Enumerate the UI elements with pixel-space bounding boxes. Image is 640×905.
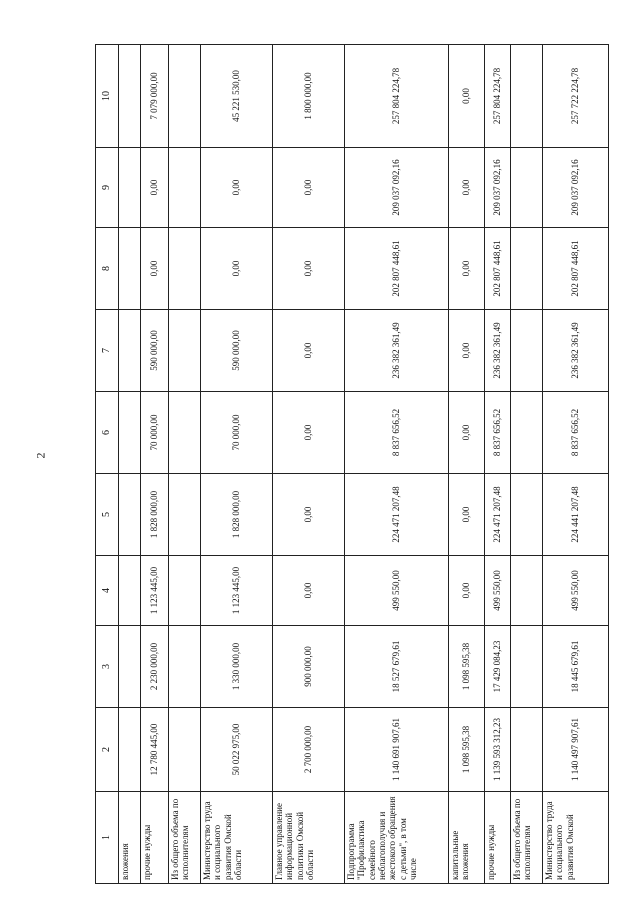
table-cell: 1 828 000,00 bbox=[141, 474, 169, 556]
table-cell: 1 140 497 907,61 bbox=[543, 708, 609, 792]
table-cell bbox=[169, 45, 201, 148]
table-cell: 0,00 bbox=[201, 148, 273, 228]
column-header: 3 bbox=[96, 626, 119, 708]
table-cell bbox=[119, 148, 141, 228]
table-cell bbox=[169, 310, 201, 392]
column-header: 1 bbox=[96, 792, 119, 884]
table-cell: 18 527 679,61 bbox=[345, 626, 449, 708]
table-cell bbox=[511, 148, 543, 228]
column-header: 5 bbox=[96, 474, 119, 556]
table-cell: 7 079 000,00 bbox=[141, 45, 169, 148]
table-cell: 0,00 bbox=[141, 228, 169, 310]
table-header-row bbox=[96, 45, 119, 884]
row-label: Подпрограмма "Профилактика семейного неблагополучия и жестокого обращения с детьми", в том числе bbox=[345, 792, 449, 884]
table-cell: 0,00 bbox=[449, 474, 485, 556]
table-cell: 2 700 000,00 bbox=[273, 708, 345, 792]
column-header: 4 bbox=[96, 556, 119, 626]
table-cell bbox=[511, 474, 543, 556]
row-label: прочие нужды bbox=[141, 792, 169, 884]
table-cell: 1 800 000,00 bbox=[273, 45, 345, 148]
table-row bbox=[449, 45, 485, 884]
table-cell: 499 550,00 bbox=[543, 556, 609, 626]
table-cell: 0,00 bbox=[449, 148, 485, 228]
table-cell: 224 441 207,48 bbox=[543, 474, 609, 556]
table-cell bbox=[119, 556, 141, 626]
row-label: Из общего объема по исполнителям bbox=[169, 792, 201, 884]
column-header: 8 bbox=[96, 228, 119, 310]
table-cell: 8 837 656,52 bbox=[543, 392, 609, 474]
table-cell bbox=[119, 310, 141, 392]
table-cell: 0,00 bbox=[273, 474, 345, 556]
table-row bbox=[485, 45, 511, 884]
column-header: 10 bbox=[96, 45, 119, 148]
table-cell: 1 139 593 312,23 bbox=[485, 708, 511, 792]
table-cell: 50 022 975,00 bbox=[201, 708, 273, 792]
table-cell: 1 828 000,00 bbox=[201, 474, 273, 556]
table-cell: 70 000,00 bbox=[141, 392, 169, 474]
table-row bbox=[169, 45, 201, 884]
table-cell: 499 550,00 bbox=[345, 556, 449, 626]
table-cell bbox=[119, 708, 141, 792]
table-cell bbox=[511, 626, 543, 708]
table-cell: 0,00 bbox=[449, 228, 485, 310]
table-cell: 0,00 bbox=[449, 310, 485, 392]
row-label: капитальные вложения bbox=[449, 792, 485, 884]
table-cell bbox=[119, 474, 141, 556]
table-cell: 224 471 207,48 bbox=[345, 474, 449, 556]
column-header: 2 bbox=[96, 708, 119, 792]
table-cell: 202 807 448,61 bbox=[485, 228, 511, 310]
table-cell: 257 722 224,78 bbox=[543, 45, 609, 148]
column-header: 9 bbox=[96, 148, 119, 228]
table-cell: 499 550,00 bbox=[485, 556, 511, 626]
table-cell bbox=[169, 228, 201, 310]
table-cell: 0,00 bbox=[273, 310, 345, 392]
table-cell: 12 780 445,00 bbox=[141, 708, 169, 792]
row-label: вложения bbox=[119, 792, 141, 884]
row-label: Министерство труда и социального развития Омской bbox=[543, 792, 609, 884]
table-cell: 0,00 bbox=[449, 45, 485, 148]
table-cell: 1 330 000,00 bbox=[201, 626, 273, 708]
table-cell: 45 221 530,00 bbox=[201, 45, 273, 148]
table-cell: 1 140 691 907,61 bbox=[345, 708, 449, 792]
table-cell: 17 429 084,23 bbox=[485, 626, 511, 708]
table-cell bbox=[119, 392, 141, 474]
table-cell: 8 837 656,52 bbox=[485, 392, 511, 474]
table-cell: 224 471 207,48 bbox=[485, 474, 511, 556]
table-cell: 590 000,00 bbox=[201, 310, 273, 392]
table-row bbox=[201, 45, 273, 884]
table-cell: 8 837 656,52 bbox=[345, 392, 449, 474]
table-cell bbox=[511, 228, 543, 310]
row-label: Главное управление информационной политики Омской области bbox=[273, 792, 345, 884]
table-cell: 0,00 bbox=[273, 556, 345, 626]
budget-table bbox=[95, 44, 609, 884]
table-cell: 590 000,00 bbox=[141, 310, 169, 392]
table-cell: 0,00 bbox=[201, 228, 273, 310]
table-cell: 1 123 445,00 bbox=[201, 556, 273, 626]
table-row bbox=[119, 45, 141, 884]
table-row bbox=[511, 45, 543, 884]
budget-table-wrapper bbox=[95, 65, 585, 884]
column-header: 7 bbox=[96, 310, 119, 392]
table-cell bbox=[169, 556, 201, 626]
row-label: прочие нужды bbox=[485, 792, 511, 884]
table-cell bbox=[511, 556, 543, 626]
table-cell bbox=[511, 45, 543, 148]
table-cell: 0,00 bbox=[449, 556, 485, 626]
table-cell bbox=[169, 392, 201, 474]
table-cell: 1 123 445,00 bbox=[141, 556, 169, 626]
table-cell: 236 382 361,49 bbox=[345, 310, 449, 392]
table-cell: 202 807 448,61 bbox=[543, 228, 609, 310]
table-cell bbox=[119, 228, 141, 310]
table-cell bbox=[169, 148, 201, 228]
row-label: Министерство труда и социального развития Омской области bbox=[201, 792, 273, 884]
table-cell: 209 037 092,16 bbox=[345, 148, 449, 228]
table-cell: 236 382 361,49 bbox=[543, 310, 609, 392]
table-cell bbox=[119, 45, 141, 148]
table-cell: 209 037 092,16 bbox=[543, 148, 609, 228]
table-cell: 1 098 595,38 bbox=[449, 626, 485, 708]
table-cell: 0,00 bbox=[141, 148, 169, 228]
table-cell: 900 000,00 bbox=[273, 626, 345, 708]
row-label: Из общего объема по исполнителям bbox=[511, 792, 543, 884]
table-cell: 0,00 bbox=[273, 148, 345, 228]
table-cell bbox=[169, 708, 201, 792]
table-cell bbox=[511, 708, 543, 792]
table-cell: 2 230 000,00 bbox=[141, 626, 169, 708]
table-row bbox=[543, 45, 609, 884]
column-header: 6 bbox=[96, 392, 119, 474]
table-cell: 236 382 361,49 bbox=[485, 310, 511, 392]
table-cell: 0,00 bbox=[449, 392, 485, 474]
table-row bbox=[273, 45, 345, 884]
table-cell: 1 098 595,38 bbox=[449, 708, 485, 792]
table-cell: 18 445 679,61 bbox=[543, 626, 609, 708]
table-cell bbox=[511, 310, 543, 392]
table-cell bbox=[119, 626, 141, 708]
table-cell bbox=[169, 626, 201, 708]
table-cell: 209 037 092,16 bbox=[485, 148, 511, 228]
table-cell: 257 804 224,78 bbox=[345, 45, 449, 148]
page-number: 2 bbox=[33, 452, 48, 459]
table-cell bbox=[511, 392, 543, 474]
table-cell: 257 804 224,78 bbox=[485, 45, 511, 148]
table-cell: 70 000,00 bbox=[201, 392, 273, 474]
table-cell: 0,00 bbox=[273, 228, 345, 310]
table-cell: 0,00 bbox=[273, 392, 345, 474]
table-cell: 202 807 448,61 bbox=[345, 228, 449, 310]
table-row bbox=[141, 45, 169, 884]
table-row bbox=[345, 45, 449, 884]
table-cell bbox=[169, 474, 201, 556]
